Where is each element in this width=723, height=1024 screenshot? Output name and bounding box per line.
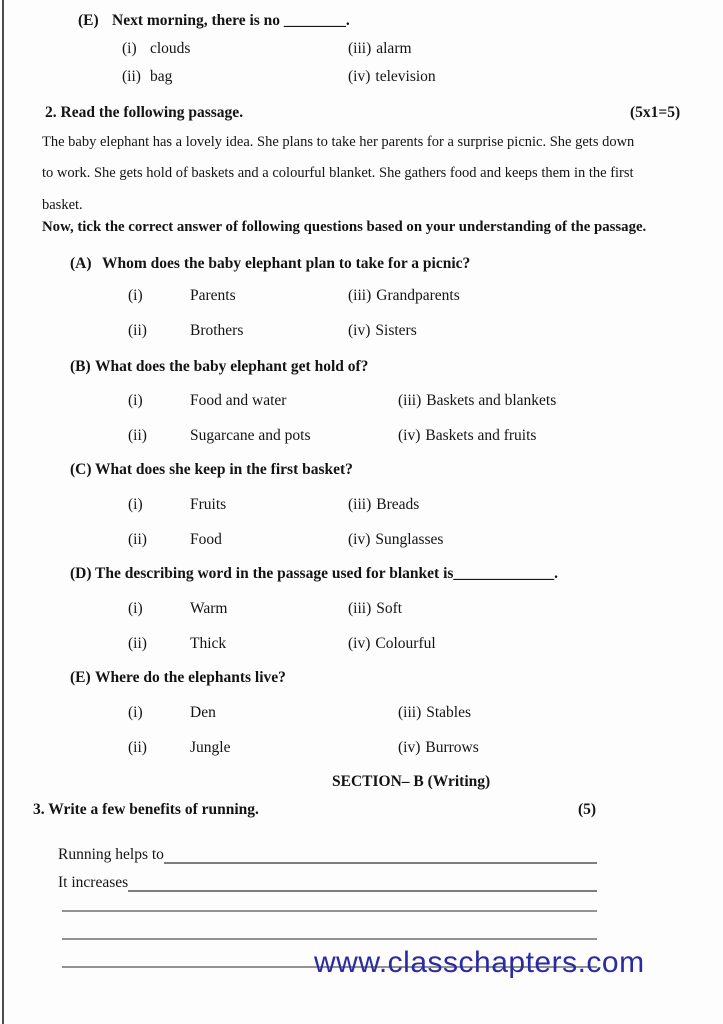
option-row xyxy=(0,635,723,655)
watermark-url: www.classchapters.com xyxy=(314,946,645,979)
option-numeral: (ii) xyxy=(128,635,147,652)
option-text: Colourful xyxy=(375,635,436,652)
option-text: Sisters xyxy=(375,322,417,339)
option-col2 xyxy=(398,704,471,722)
option-text: Food xyxy=(190,531,222,548)
option-col2 xyxy=(348,635,436,653)
option-numeral: (iv) xyxy=(398,739,421,756)
question-text: The describing word in the passage used for blanket is_____________. xyxy=(95,565,559,582)
option-numeral: (i) xyxy=(128,600,143,617)
option-col2 xyxy=(348,68,436,86)
question-text: Whom does the baby elephant plan to take for a picnic? xyxy=(102,255,471,272)
option-col2 xyxy=(398,392,556,410)
option-numeral: (iv) xyxy=(348,68,371,85)
option-text: alarm xyxy=(376,40,412,57)
blank-writing-line xyxy=(62,910,597,912)
option-row xyxy=(0,531,723,551)
option-numeral: (iii) xyxy=(348,287,372,304)
option-row xyxy=(0,427,723,447)
option-text: Brothers xyxy=(190,322,244,339)
option-col2 xyxy=(348,322,417,340)
option-numeral: (ii) xyxy=(122,68,141,85)
option-numeral: (ii) xyxy=(128,427,147,444)
option-row xyxy=(0,600,723,620)
option-numeral: (i) xyxy=(128,704,143,721)
option-col2 xyxy=(348,40,412,58)
option-numeral: (ii) xyxy=(128,531,147,548)
option-text: Stables xyxy=(426,704,472,721)
passage-line: The baby elephant has a lovely idea. She plans to take her parents for a surprise picnic. She gets down xyxy=(42,134,635,150)
question-e1-label: (E) xyxy=(78,12,99,29)
option-col2 xyxy=(348,496,419,514)
section-b-heading: SECTION– B (Writing) xyxy=(332,773,491,790)
option-text: Jungle xyxy=(190,739,231,756)
passage-line: to work. She gets hold of baskets and a colourful blanket. She gathers food and keeps them in the first xyxy=(42,165,634,181)
question-label: (D) xyxy=(70,565,92,582)
question-label: (E) xyxy=(70,669,91,686)
option-numeral: (iii) xyxy=(398,704,422,721)
option-numeral: (iii) xyxy=(398,392,422,409)
writing-prompt-line xyxy=(58,845,597,864)
option-text: Parents xyxy=(190,287,236,304)
option-row xyxy=(0,322,723,342)
writing-heading: 3. Write a few benefits of running. xyxy=(33,801,259,818)
option-numeral: (i) xyxy=(128,392,143,409)
option-row xyxy=(0,68,723,88)
option-text: bag xyxy=(150,68,173,85)
option-numeral: (iii) xyxy=(348,40,372,57)
option-numeral: (ii) xyxy=(128,322,147,339)
question-label: (B) xyxy=(70,358,91,375)
option-col2 xyxy=(398,427,536,445)
reading-marks: (5x1=5) xyxy=(630,104,681,121)
option-text: Soft xyxy=(376,600,403,617)
option-numeral: (iv) xyxy=(348,635,371,652)
question-label: (C) xyxy=(70,461,92,478)
writing-prompt-text: Running helps to xyxy=(58,846,164,863)
option-numeral: (i) xyxy=(128,496,143,513)
option-text: Grandparents xyxy=(376,287,460,304)
option-numeral: (iv) xyxy=(398,427,421,444)
option-row xyxy=(0,287,723,307)
option-text: Den xyxy=(190,704,216,721)
writing-prompt-line xyxy=(58,873,597,892)
option-text: Burrows xyxy=(425,739,479,756)
option-numeral: (iii) xyxy=(348,600,372,617)
option-text: Thick xyxy=(190,635,227,652)
option-col2 xyxy=(398,739,479,757)
question-text: What does the baby elephant get hold of? xyxy=(95,358,369,375)
option-col2 xyxy=(348,600,402,618)
option-row xyxy=(0,392,723,412)
option-text: Food and water xyxy=(190,392,287,409)
option-row xyxy=(0,704,723,724)
option-col2 xyxy=(348,287,460,305)
option-numeral: (iii) xyxy=(348,496,372,513)
reading-instruction: Now, tick the correct answer of following questions based on your understanding of the passage. xyxy=(42,219,647,235)
option-row xyxy=(0,496,723,516)
option-text: Fruits xyxy=(190,496,227,513)
option-numeral: (iv) xyxy=(348,531,371,548)
option-numeral: (i) xyxy=(122,40,137,57)
option-row xyxy=(0,739,723,759)
option-numeral: (iv) xyxy=(348,322,371,339)
option-text: Sugarcane and pots xyxy=(190,427,311,444)
option-text: Warm xyxy=(190,600,228,617)
option-numeral: (ii) xyxy=(128,739,147,756)
reading-heading: 2. Read the following passage. xyxy=(45,104,244,121)
option-text: Baskets and blankets xyxy=(426,392,557,409)
option-col2 xyxy=(348,531,443,549)
option-text: television xyxy=(375,68,436,85)
question-text: What does she keep in the first basket? xyxy=(95,461,353,478)
writing-marks: (5) xyxy=(578,801,597,818)
question-text: Where do the elephants live? xyxy=(95,669,286,686)
writing-prompt-text: It increases xyxy=(58,874,129,891)
answer-blank-line xyxy=(128,884,597,892)
option-text: Sunglasses xyxy=(375,531,444,548)
answer-blank-line xyxy=(164,856,597,864)
question-e1-text: Next morning, there is no ________. xyxy=(112,12,350,29)
blank-writing-line xyxy=(62,938,597,940)
option-text: Breads xyxy=(376,496,420,513)
option-row xyxy=(0,40,723,60)
passage-line: basket. xyxy=(42,197,83,213)
option-text: Baskets and fruits xyxy=(425,427,537,444)
option-text: clouds xyxy=(150,40,191,57)
option-numeral: (i) xyxy=(128,287,143,304)
question-label: (A) xyxy=(70,255,92,272)
